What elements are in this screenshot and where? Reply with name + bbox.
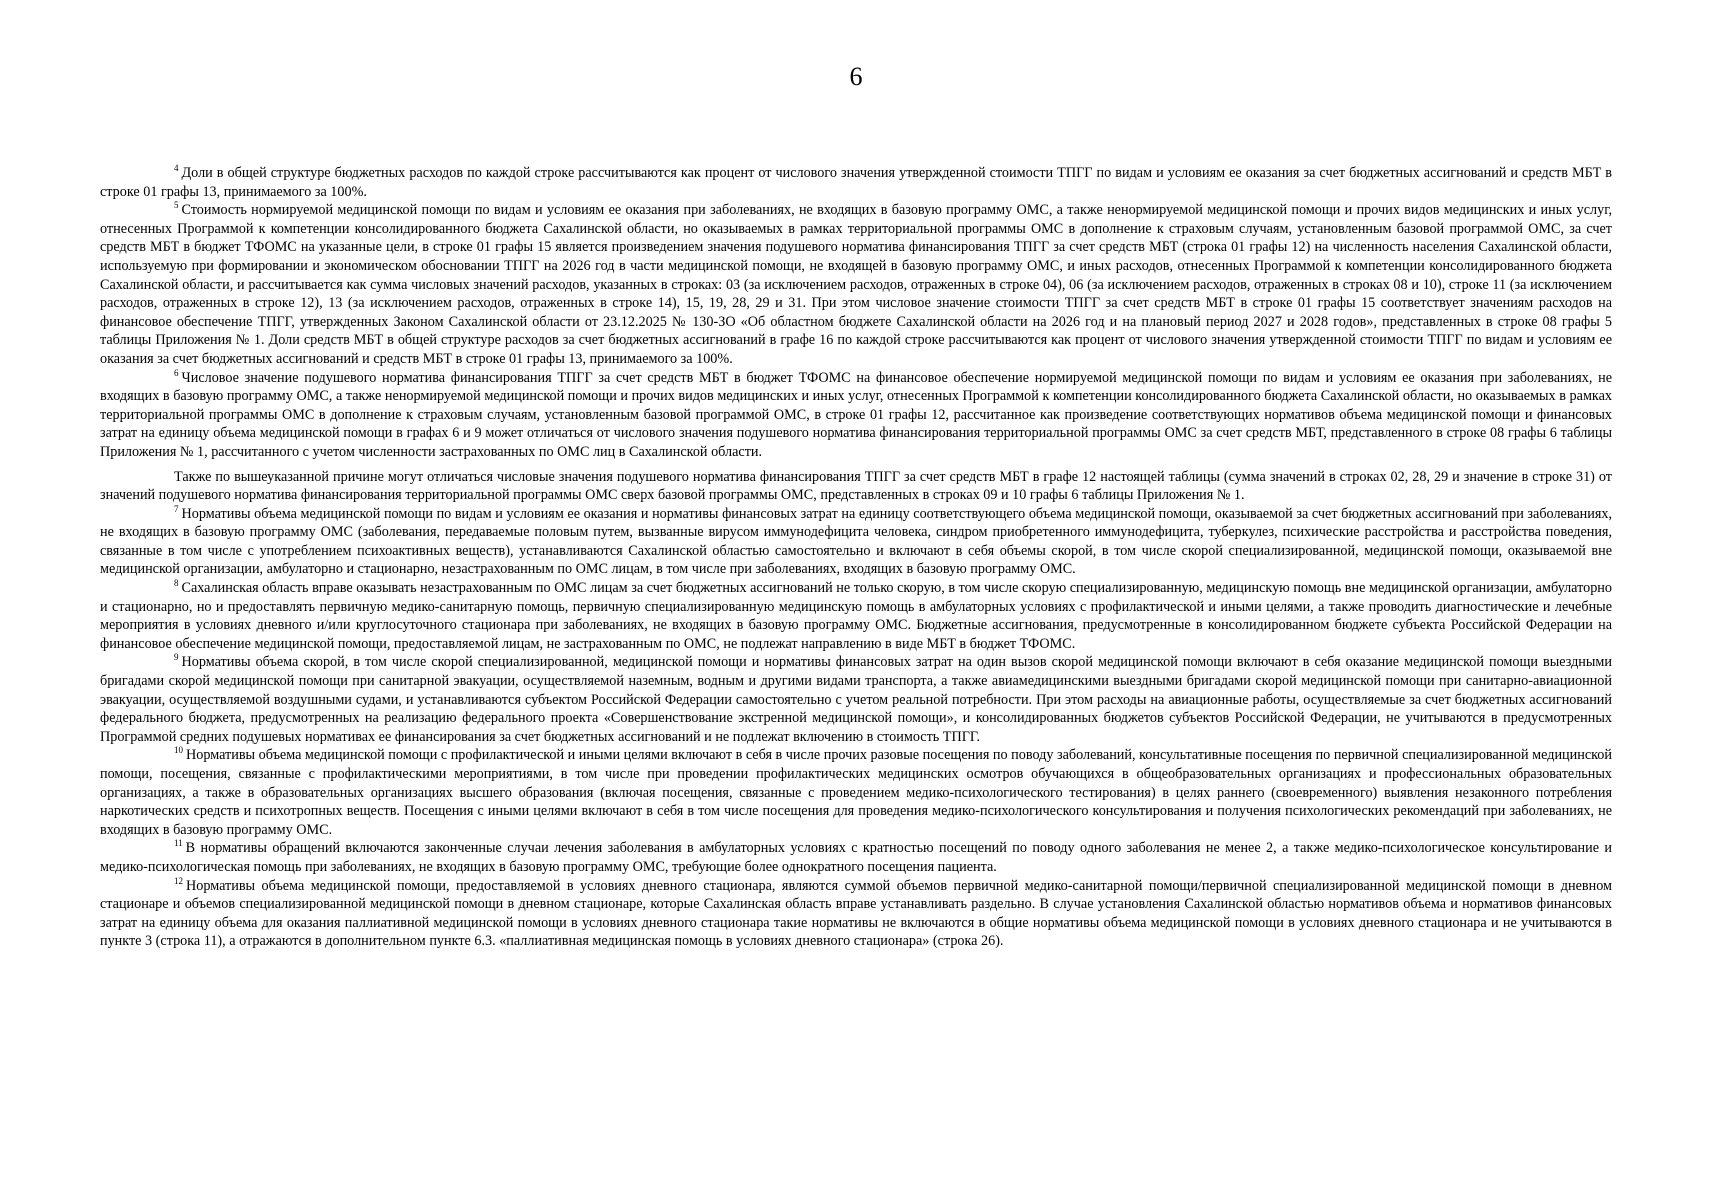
footnote-mark: 7 [174, 503, 179, 514]
footnote-mark: 6 [174, 367, 179, 378]
footnote-6 [100, 369, 1612, 462]
footnote-mark: 11 [174, 838, 183, 849]
footnote-mark: 10 [174, 745, 183, 756]
footnote-mark: 4 [174, 163, 179, 173]
footnote-text: Числовое значение подушевого норматива финансирования ТПГГ за счет средств МБТ в бюджет ТФОМС на финансовое обеспечение нормируемой медицинской помощи по видам и условиям ее оказания при заболеваниях, не входящих в базовую программу ОМС, а также ненормируемой медицинской помощи и прочих видов медицинских и иных услуг, отнесенных Программой к компетенции консолидированного бюджета Сахалинской области, но оказываемых в рамках территориальной программы ОМС в дополнение к страховым случаям, установленным базовой программой ОМС, в строке 01 графы 12, рассчитанное как произведение соответствующих нормативов объема медицинской помощи и финансовых затрат на единицу объема медицинской помощи в графах 6 и 9 может отличаться от числового значения подушевого норматива финансирования территориальной программы ОМС за счет средств МБТ, представленного в строке 08 графы 6 таблицы Приложения № 1, рассчитанного с учетом численности застрахованных по ОМС лиц в Сахалинской области. [100, 369, 1612, 460]
footnote-text: Нормативы объема медицинской помощи, предоставляемой в условиях дневного стационара, являются суммой объемов первичной медико-санитарной помощи/первичной специализированной медицинской помощи в дневном стационаре и объемов специализированной медицинской помощи в дневном стационаре, которые Сахалинская область вправе устанавливать раздельно. В случае установления Сахалинской областью нормативов объема и нормативов финансовых затрат на единицу объема для оказания паллиативной медицинской помощи в условиях дневного стационара такие нормативы не включаются в общие нормативы объема медицинской помощи в условиях дневного стационара и не учитываются в пункте 3 (строка 11), а отражаются в дополнительном пункте 6.3. «паллиативная медицинская помощь в условиях дневного стационара» (строка 26). [100, 877, 1612, 950]
footnote-5 [100, 201, 1612, 368]
footnote-text: Также по вышеуказанной причине могут отличаться числовые значения подушевого норматива финансирования ТПГГ за счет средств МБТ в графе 12 настоящей таблицы (сумма значений в строках 02, 28, 29 и значение в строке 31) от значений подушевого норматива финансирования территориальной программы ОМС сверх базовой программы ОМС, представленных в строках 09 и 10 графы 6 таблицы Приложения № 1. [100, 468, 1612, 504]
footnote-mark: 5 [174, 200, 179, 211]
footnote-mark: 9 [174, 652, 179, 663]
footnote-4 [100, 164, 1612, 201]
footnote-12 [100, 877, 1612, 951]
footnote-8 [100, 579, 1612, 653]
footnote-mark: 12 [174, 875, 183, 886]
footnotes-block [100, 164, 1612, 951]
footnote-text: Нормативы объема скорой, в том числе скорой специализированной, медицинской помощи и нормативы финансовых затрат на один вызов скорой медицинской помощи включают в себя оказание медицинской помощи выездными бригадами скорой медицинской помощи при санитарной эвакуации, осуществляемой наземным, водным и другими видами транспорта, а также авиамедицинскими выездными бригадами скорой медицинской помощи при санитарно-авиационной эвакуации, осуществляемой воздушными судами, и устанавливаются субъектом Российской Федерации самостоятельно с учетом реальной потребности. При этом расходы на авиационные работы, осуществляемые за счет бюджетных ассигнований федерального бюджета, предусмотренных на реализацию федерального проекта «Совершенствование экстренной медицинской помощи», и консолидированных бюджетов субъектов Российской Федерации, не учитываются в предусмотренных Программой средних подушевых нормативах ее финансирования за счет бюджетных ассигнований и не подлежат включению в стоимость ТПГГ. [100, 654, 1612, 745]
footnote-7 [100, 505, 1612, 579]
footnote-text: Доли в общей структуре бюджетных расходов по каждой строке рассчитываются как процент от числового значения утвержденной стоимости ТПГГ по видам и условиям ее оказания за счет бюджетных ассигнований и средств МБТ в строке 01 графы 13, принимаемого за 100%. [100, 165, 1612, 200]
footnote-9 [100, 653, 1612, 746]
footnote-text: Сахалинская область вправе оказывать незастрахованным по ОМС лицам за счет бюджетных ассигнований не только скорую, в том числе скорую специализированную, медицинскую помощь вне медицинской организации, амбулаторно и стационарно, но и предоставлять первичную медико-санитарную помощь, первичную специализированную медицинскую помощь в амбулаторных условиях с профилактической и иными целями, а также проводить диагностические и лечебные мероприятия в условиях дневного и/или круглосуточного стационара при заболеваниях, не входящих в базовую программу ОМС. Бюджетные ассигнования, предусмотренные в консолидированном бюджете субъекта Российской Федерации на финансовое обеспечение медицинской помощи, предоставляемой лицам, не застрахованным по ОМС, не подлежат направлению в виде МБТ в бюджет ТФОМС. [100, 580, 1612, 652]
footnote-text: Стоимость нормируемой медицинской помощи по видам и условиям ее оказания при заболеваниях, не входящих в базовую программу ОМС, а также ненормируемой медицинской помощи и прочих видов медицинских и иных услуг, отнесенных Программой к компетенции консолидированного бюджета Сахалинской области, но оказываемых в рамках территориальной программы ОМС в дополнение к страховым случаям, установленным базовой программой ОМС, за счет средств МБТ в бюджет ТФОМС на указанные цели, в строке 01 графы 15 является произведением значения подушевого норматива финансирования ТПГГ за счет средств МБТ (строка 01 графы 12) на численность населения Сахалинской области, используемую при формировании и экономическом обосновании ТПГГ на 2026 год в части медицинской помощи, не входящей в базовую программу ОМС, и иных расходов, отнесенных Программой к компетенции консолидированного бюджета Сахалинской области, и рассчитывается как сумма числовых значений расходов, указанных в строках: 03 (за исключением расходов, отраженных в строке 04), 06 (за исключением расходов, отраженных в строках 08 и 10), строке 11 (за исключением расходов, отраженных в строке 12), 13 (за исключением расходов, отраженных в строке 14), 15, 19, 28, 29 и 31. При этом числовое значение стоимости ТПГГ за счет средств МБТ в строке 01 графы 15 соответствует значениям расходов на финансовое обеспечение ТПГГ, утвержденных Законом Сахалинской области от 23.12.2025 № 130-ЗО «Об областном бюджете Сахалинской области на 2026 год и на плановый период 2027 и 2028 годов», представленных в строке 08 графы 5 таблицы Приложения № 1. Доли средств МБТ в общей структуре расходов за счет бюджетных ассигнований в графе 16 по каждой строке рассчитываются как процент от числового значения утвержденной стоимости ТПГГ по видам и условиям ее оказания за счет бюджетных ассигнований и средств МБТ в строке 01 графы 13, принимаемого за 100%. [100, 202, 1612, 367]
page-number: 6 [849, 62, 863, 91]
footnote-mark: 8 [174, 578, 179, 589]
footnote-text: Нормативы объема медицинской помощи по видам и условиям ее оказания и нормативы финансовых затрат на единицу соответствующего объема медицинской помощи, оказываемой за счет бюджетных ассигнований при заболеваниях, не входящих в базовую программу ОМС (заболевания, передаваемые половым путем, вызванные вирусом иммунодефицита человека, синдром приобретенного иммунодефицита, туберкулез, психические расстройства и расстройства поведения, связанные в том числе с употреблением психоактивных веществ), устанавливаются Сахалинской областью самостоятельно и включают в себя объемы скорой, в том числе скорой специализированной, медицинской помощи, оказываемой вне медицинской организации, амбулаторно и стационарно, незастрахованным по ОМС лицам, в том числе при заболеваниях, входящих в базовую программу ОМС. [100, 505, 1612, 578]
footnote-10 [100, 746, 1612, 839]
footnote-6-continuation [100, 468, 1612, 505]
footnote-text: В нормативы обращений включаются законченные случаи лечения заболевания в амбулаторных условиях с кратностью посещений по поводу одного заболевания не менее 2, а также медико-психологическое консультирование и медико-психологическая помощь при заболеваниях, не входящих в базовую программу ОМС, требующие более однократного посещения пациента. [100, 840, 1612, 875]
footnote-11 [100, 839, 1612, 876]
footnote-text: Нормативы объема медицинской помощи с профилактической и иными целями включают в себя в числе прочих разовые посещения по поводу заболеваний, консультативные посещения по первичной специализированной медицинской помощи, посещения, связанные с профилактическими мероприятиями, в том числе при проведении профилактических медицинских осмотров обучающихся в общеобразовательных организациях и профессиональных образовательных организациях, а также в образовательных организациях высшего образования (включая посещения, связанные с проведением медико-психологического тестирования) в целях раннего (своевременного) выявления незаконного потребления наркотических средств и психотропных веществ. Посещения с иными целями включают в себя в том числе посещения для проведения медико-психологического консультирования и получения психологических рекомендаций при заболеваниях, не входящих в базовую программу ОМС. [100, 747, 1612, 838]
